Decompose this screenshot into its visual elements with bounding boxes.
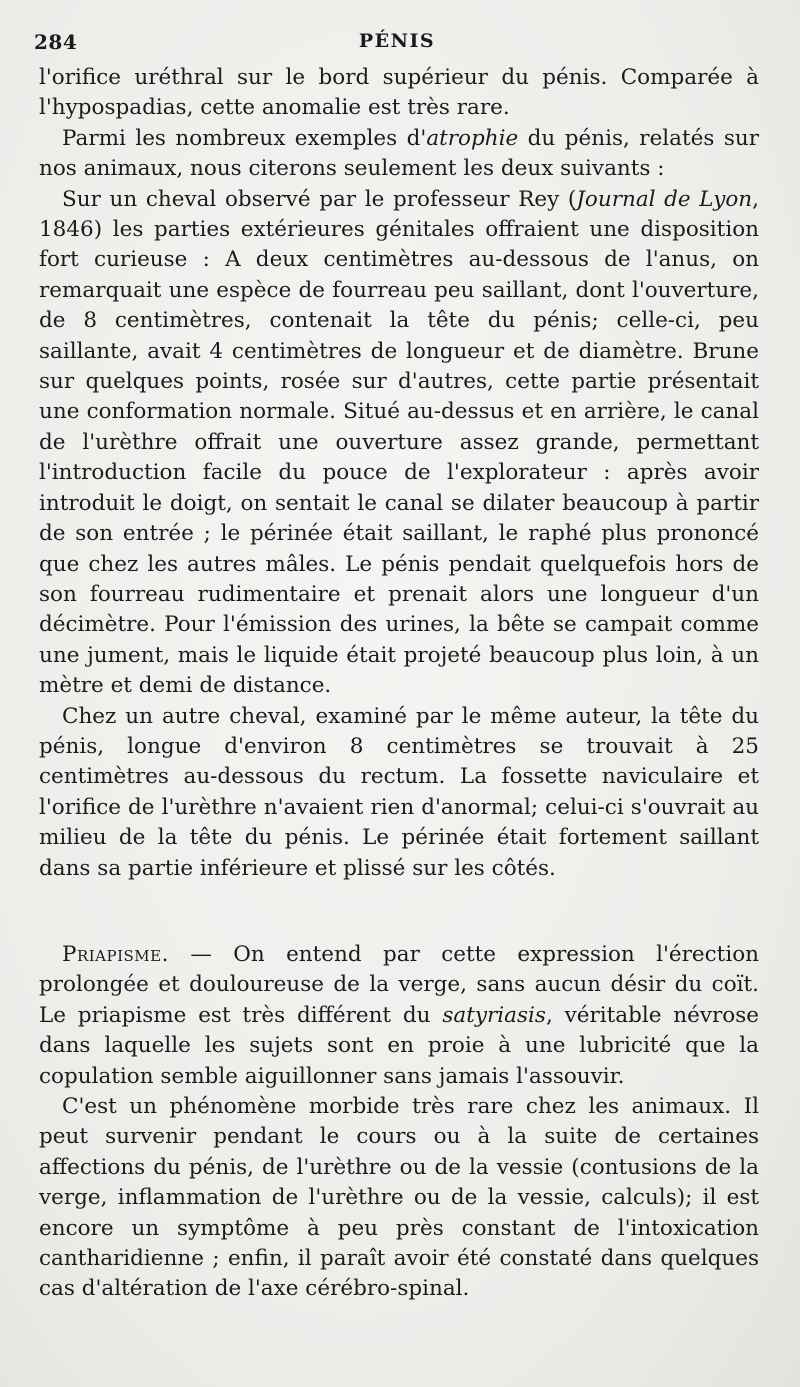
running-title: PÉNIS: [358, 30, 436, 52]
text-run: du pénis, relatés sur nos animaux, nous citerons seulement les deux suivants :: [39, 125, 760, 182]
page-number: 284: [34, 30, 78, 54]
text-run: l'orifice uréthral sur le bord supérieur du pénis. Comparée à l'hypospadias, cette anomalie est très rare.: [39, 65, 759, 121]
italic-term: Journal de Lyon: [576, 186, 753, 212]
paragraph: [39, 124, 759, 185]
italic-term: atrophie: [426, 125, 519, 151]
paragraph: [39, 1092, 759, 1305]
text-run: Sur un cheval observé par le professeur Rey (: [62, 186, 577, 212]
paragraph: [39, 185, 759, 702]
section-gap: [39, 884, 759, 940]
text-run: — On entend par cette expression l'érection prolongée et douloureuse de la verge, sans aucun désir du coït. Le priapisme est très différent du: [39, 941, 759, 1028]
paragraph: [39, 63, 759, 124]
page-header: [34, 30, 760, 60]
text-run: C'est un phénomène morbide très rare chez les animaux. Il peut survenir pendant le cours ou à la suite de certaines affections du pénis, de l'urèthre ou de la vessie (contusions de la verge, inflammation de l'urèthre ou de la vessie, calculs); il est encore un symptôme à peu près constant de l'intoxication cantharidienne ; enfin, il paraît avoir été constaté dans quelques cas d'altération de l'axe cérébro-spinal.: [39, 1094, 759, 1302]
text-run: , 1846) les parties extérieures génitales offraient une disposition fort curieuse : A deux centimètres au-dessous de l'anus, on remarquait une espèce de fourreau peu saillant, dont l'ouverture, de 8 centimètres, contenait la tête du pénis; celle-ci, peu saillante, avait 4 centimètres de longueur et de diamètre. Brune sur quelques points, rosée sur d'autres, cette partie présentait une conformation normale. Situé au-dessus et en arrière, le canal de l'urèthre offrait une ouverture assez grande, permettant l'introduction facile du pouce de l'explorateur : après avoir introduit le doigt, on sentait le canal se dilater beaucoup à partir de son entrée ; le périnée était saillant, le raphé plus prononcé que chez les autres mâles. Le pénis pendait quelquefois hors de son fourreau rudimentaire et prenait alors une longueur d'un décimètre. Pour l'émission des urines, la bête se campait comme une jument, mais le liquide était projeté beaucoup plus loin, à un mètre et demi de distance.: [39, 186, 759, 699]
text-run: Parmi les nombreux exemples d': [62, 125, 427, 151]
text-run: , véritable névrose dans laquelle les sujets sont en proie à une lubricité que la copulation semble aiguillonner sans jamais l'assouvir.: [39, 1002, 759, 1089]
body-text: [39, 63, 759, 1305]
paragraph: [39, 702, 759, 884]
paragraph: [39, 940, 759, 1092]
section-heading: Priapisme.: [62, 941, 169, 967]
italic-term: satyriasis: [442, 1002, 546, 1028]
text-run: Chez un autre cheval, examiné par le même auteur, la tête du pénis, longue d'environ 8 centimètres se trouvait à 25 centimètres au-dessous du rectum. La fossette naviculaire et l'orifice de l'urèthre n'avaient rien d'anormal; celui-ci s'ouvrait au milieu de la tête du pénis. Le périnée était fortement saillant dans sa partie inférieure et plissé sur les côtés.: [39, 703, 759, 881]
